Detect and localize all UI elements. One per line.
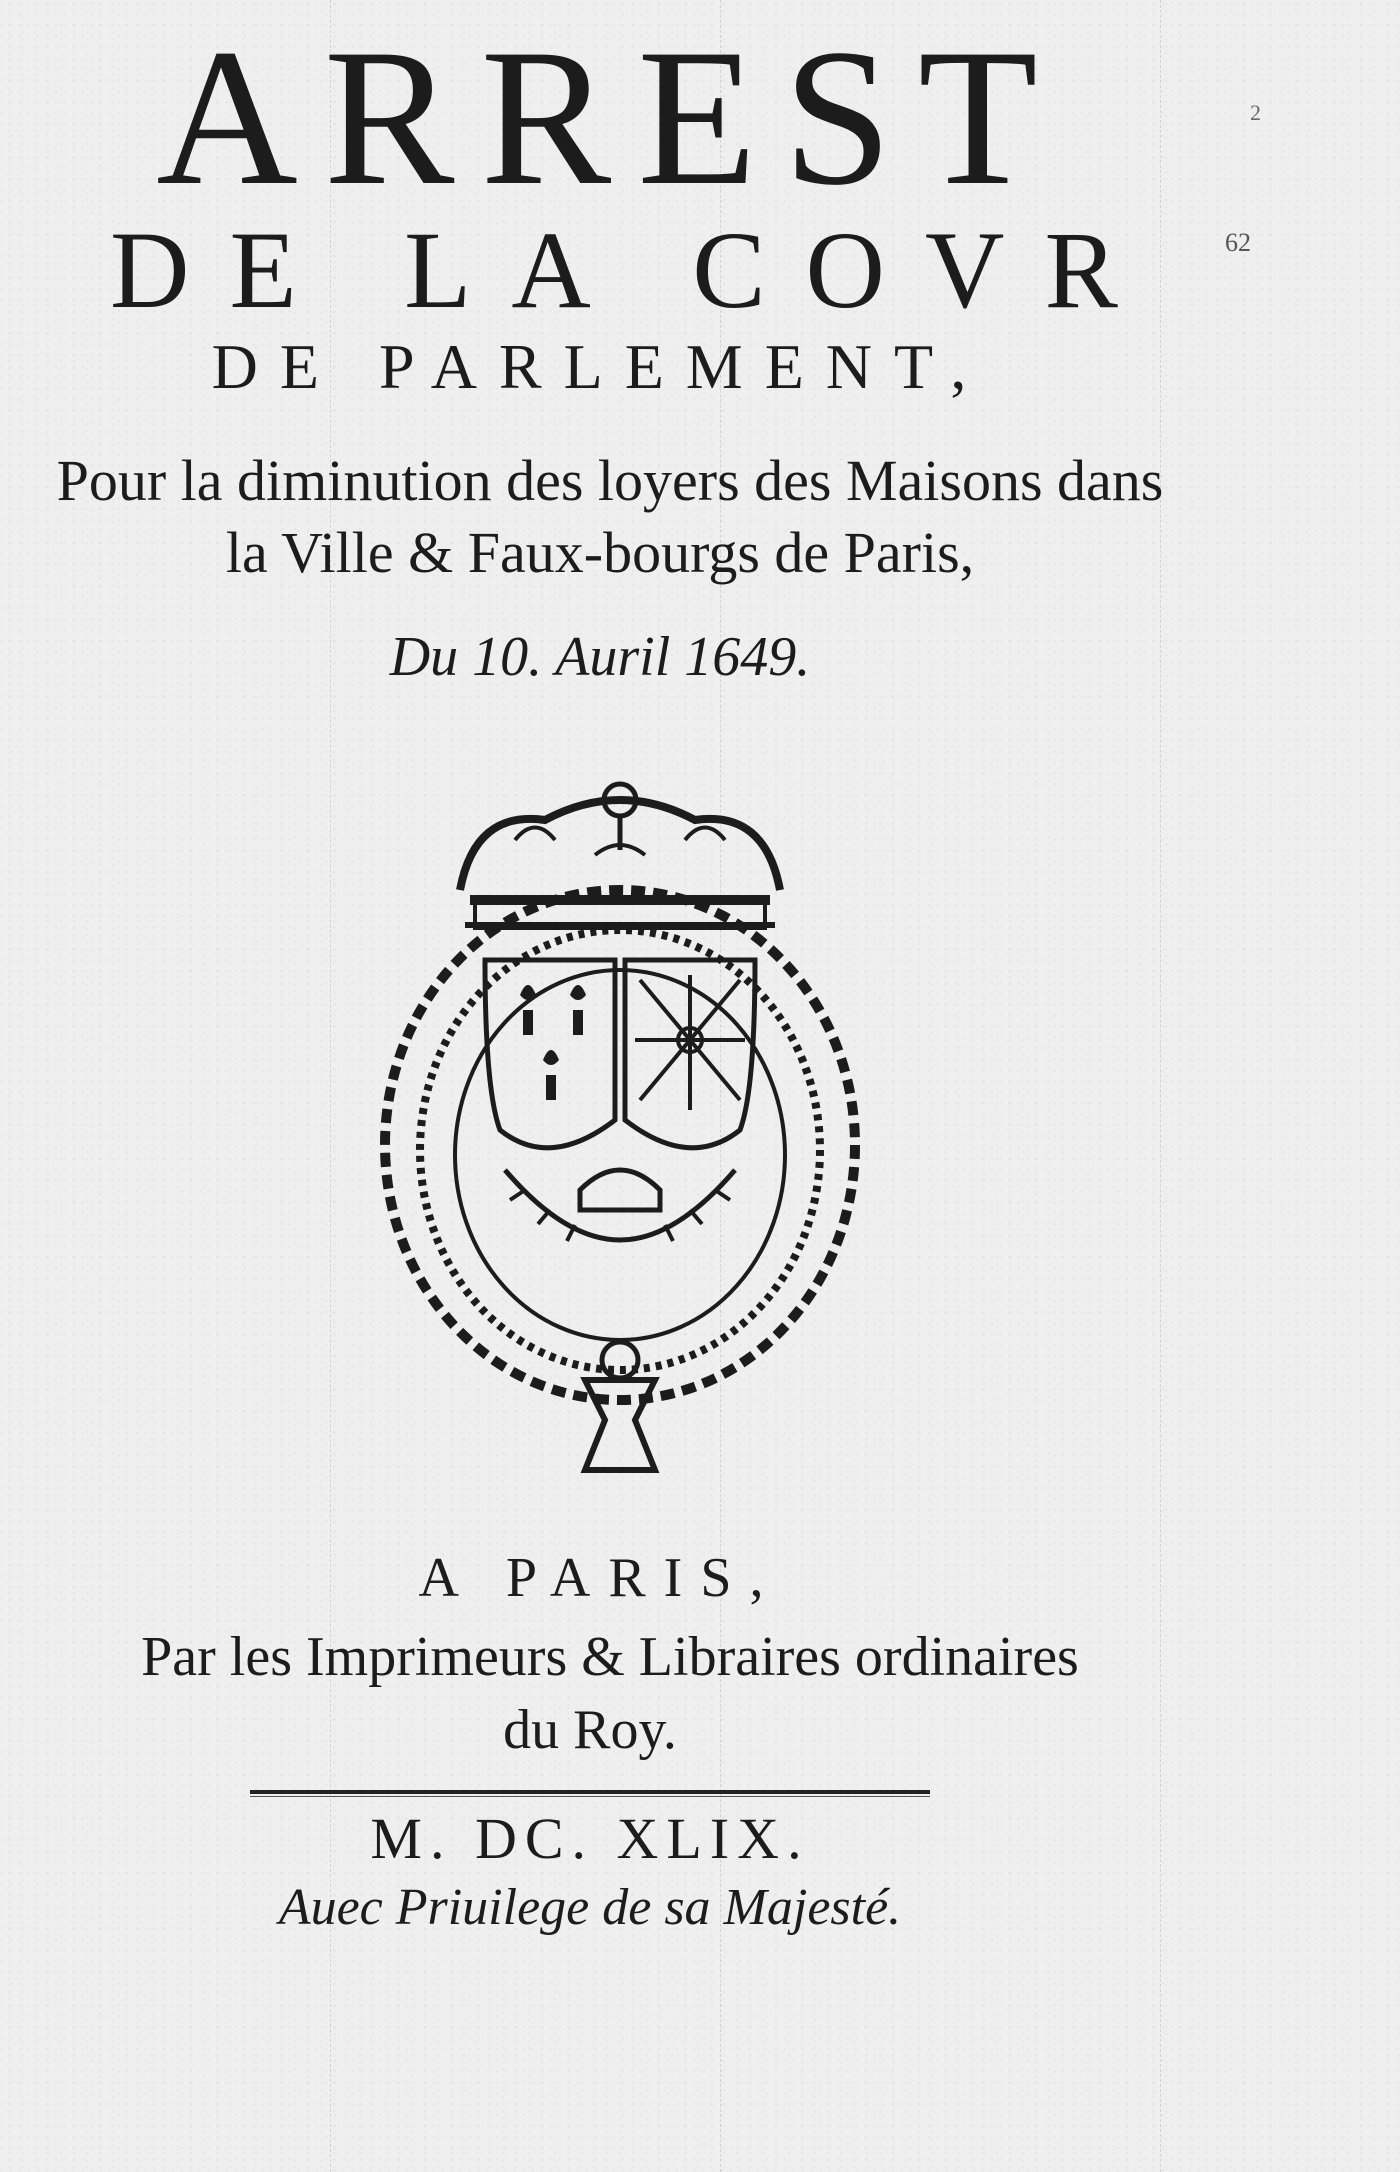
purpose-line-1: Pour la diminution des loyers des Maisons dans (56, 448, 1164, 513)
imprint-printer-line-2: du Roy. (503, 1699, 677, 1761)
document-title: ARREST (156, 9, 1064, 226)
document-subtitle-parliament: DE PARLEMENT, (211, 331, 989, 402)
royal-coat-of-arms-icon (365, 770, 875, 1490)
document-subtitle-court: DE LA COVR (110, 209, 1158, 331)
divider-rule (250, 1790, 930, 1797)
margin-note: 2 (1250, 100, 1261, 125)
fold-line (1160, 0, 1161, 2172)
imprint-year: M. DC. XLIX. (370, 1806, 810, 1871)
imprint-privilege: Auec Priuilege de sa Majesté. (278, 1879, 902, 1936)
decree-date: Du 10. Auril 1649. (389, 626, 811, 688)
margin-note: 62 (1225, 228, 1251, 257)
purpose-line-2: la Ville & Faux-bourgs de Paris, (225, 520, 975, 585)
imprint-printer-line-1: Par les Imprimeurs & Libraires ordinaires (141, 1626, 1079, 1688)
imprint-city: A PARIS, (418, 1547, 782, 1609)
